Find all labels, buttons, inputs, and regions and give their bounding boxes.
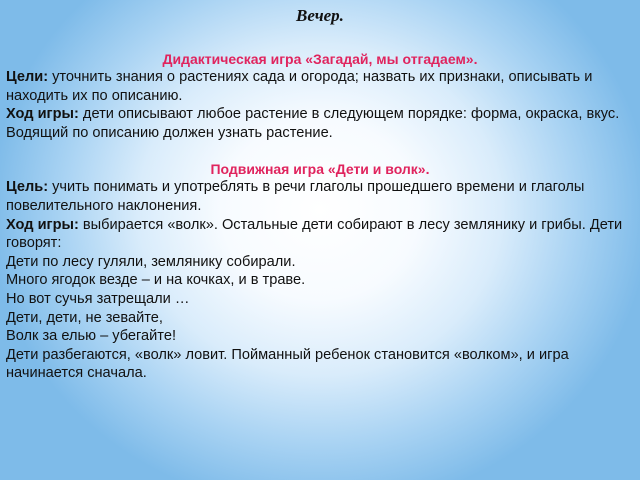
game1-process-text: дети описывают любое растение в следующем порядке: форма, окраска, вкус. Водящий по описанию должен узнать растение. (6, 106, 620, 141)
slide-title: Вечер. (296, 6, 344, 25)
game2-goal-text: учить понимать и употреблять в речи глаголы прошедшего времени и глаголы повелительного наклонения. (6, 179, 585, 214)
game2-process-label: Ход игры: (6, 216, 79, 233)
game2-ending: Дети разбегаются, «волк» ловит. Пойманный ребенок становится «волком», и игра начинается сначала. (6, 346, 569, 382)
game1-process-paragraph (6, 105, 634, 142)
game2-goal-label: Цель: (6, 179, 49, 196)
game1-goals-text: уточнить знания о растениях сада и огорода; назвать их признаки, описывать и находить их по описанию. (6, 69, 593, 104)
game1-goals-label: Цели: (6, 69, 49, 85)
verse-line: Волк за елью – убегайте! (6, 328, 177, 345)
game2-process-paragraph (6, 216, 634, 253)
verse-line: Дети по лесу гуляли, землянику собирали. (6, 253, 296, 270)
game1-heading: Дидактическая игра «Загадай, мы отгадаем». (162, 51, 478, 67)
slide-content (6, 6, 634, 383)
game2-goal-paragraph (6, 178, 634, 215)
section-spacer (6, 142, 634, 160)
game2-process-text: выбирается «волк». Остальные дети собирают в лесу землянику и грибы. Дети говорят: (6, 216, 623, 252)
game1-goals-paragraph (6, 68, 634, 105)
verse-line: Дети, дети, не зевайте, (6, 309, 163, 326)
verse-line: Но вот сучья затрещали … (6, 290, 190, 307)
game2-heading: Подвижная игра «Дети и волк». (210, 161, 430, 178)
verse-line: Много ягодок везде – и на кочках, и в траве. (6, 272, 306, 289)
game1-process-label: Ход игры: (6, 106, 79, 123)
